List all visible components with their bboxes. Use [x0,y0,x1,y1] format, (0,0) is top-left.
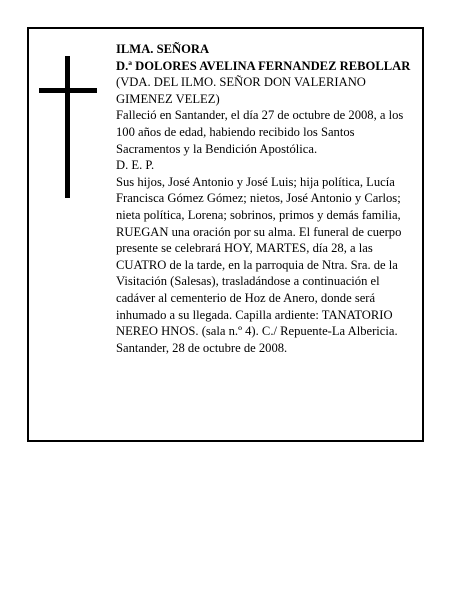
widow-of: (VDA. DEL ILMO. SEÑOR DON VALERIANO GIMENEZ VELEZ) [116,75,366,106]
place-date: Santander, 28 de octubre de 2008. [116,340,288,355]
cross-icon [39,56,97,198]
deceased-name: D.ª DOLORES AVELINA FERNANDEZ REBOLLAR [116,58,411,73]
cross-horizontal-bar [39,88,97,93]
cross-vertical-bar [65,56,70,198]
honorific: ILMA. SEÑORA [116,42,210,56]
obituary-frame [27,27,424,442]
funeral-request: RUEGAN una oración por su alma. El funeral de cuerpo presente se celebrará HOY, MARTES, día 28, a las CUATRO de la tarde, en la parroquia de Ntra. Sra. de la Visitación (Salesas), trasladándose a continuación el cadáver al cementerio de Hoz de Anero, donde será inhumado a su llegada. Capilla ardiente: TANATORIO NEREO HNOS. (sala n.º 4). C./ Repuente-La Albericia. [116,224,402,339]
obituary-text [116,41,418,356]
rip: D. E. P. [116,158,155,173]
family-list: Sus hijos, José Antonio y José Luis; hija política, Lucía Francisca Gómez Gómez; nietos, José Antonio y Carlos; nieta política, Lorena; sobrinos, primos y demás familia, [116,174,401,222]
death-info: Falleció en Santander, el día 27 de octubre de 2008, a los 100 años de edad, habiendo recibido los Santos Sacramentos y la Bendición Apostólica. [116,108,404,156]
